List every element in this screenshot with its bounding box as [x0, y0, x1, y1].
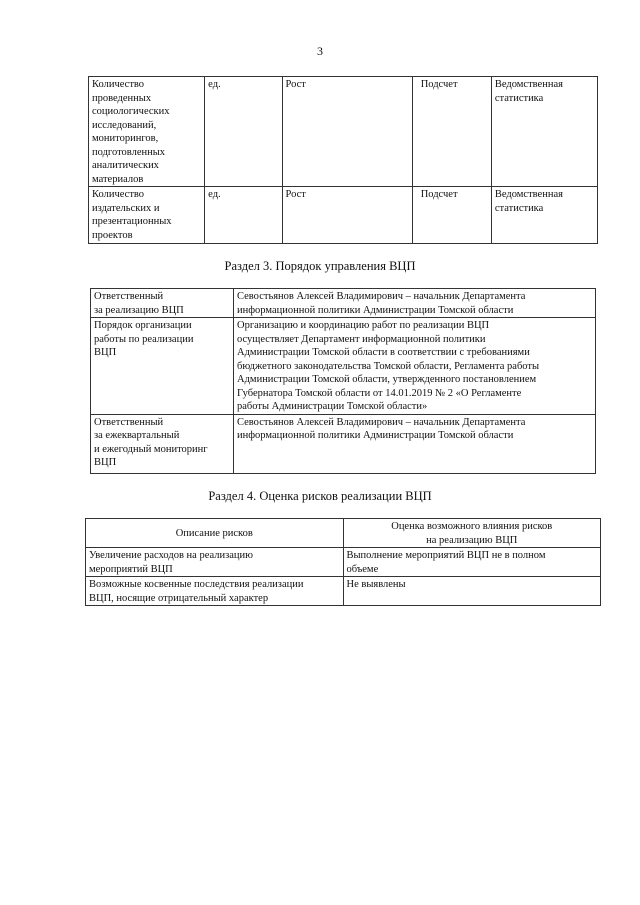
table-row	[91, 289, 596, 318]
risk-impact: Не выявлены	[343, 577, 601, 606]
risk-impact: Выполнение мероприятий ВЦП не в полном объеме	[343, 548, 601, 577]
management-table	[90, 288, 596, 474]
indicator-unit: ед.	[205, 187, 282, 244]
indicator-unit: ед.	[205, 77, 282, 187]
risk-description: Увеличение расходов на реализацию мероприятий ВЦП	[86, 548, 344, 577]
indicator-method: Подсчет	[412, 187, 491, 244]
management-key: Порядок организации работы по реализации ВЦП	[91, 318, 234, 415]
risk-header: Описание рисков	[86, 519, 344, 548]
management-value: Севостьянов Алексей Владимирович – начальник Департамента информационной политики Администрации Томской области	[234, 289, 596, 318]
table-row	[86, 577, 601, 606]
indicator-trend: Рост	[282, 187, 412, 244]
indicator-source: Ведомственная статистика	[491, 77, 597, 187]
table-row	[86, 548, 601, 577]
management-key: Ответственный за реализацию ВЦП	[91, 289, 234, 318]
indicator-method: Подсчет	[412, 77, 491, 187]
section-4-title: Раздел 4. Оценка рисков реализации ВЦП	[208, 489, 432, 503]
risk-description: Возможные косвенные последствия реализации ВЦП, носящие отрицательный характер	[86, 577, 344, 606]
page-number: 3	[317, 44, 323, 58]
table-row	[89, 77, 598, 187]
table-header-row	[86, 519, 601, 548]
section-3-title: Раздел 3. Порядок управления ВЦП	[224, 259, 416, 273]
indicator-name: Количество издательских и презентационных проектов	[89, 187, 205, 244]
indicators-table	[88, 76, 598, 244]
table-row	[91, 318, 596, 415]
management-key: Ответственный за ежеквартальный и ежегодный мониторинг ВЦП	[91, 414, 234, 473]
risks-table	[85, 518, 601, 606]
indicator-name: Количество проведенных социологических исследований, мониторингов, подготовленных аналитических материалов	[89, 77, 205, 187]
table-row	[91, 414, 596, 473]
management-value: Организацию и координацию работ по реализации ВЦП осуществляет Департамент информационной политики Администрации Томской области в соответствии с требованиями бюджетного законодательства Томской области, Регламента работы Администрации Томской области, утвержденного постановлением Губернатора Томской области от 14.01.2019 № 2 «О Регламенте работы Администрации Томской области»	[234, 318, 596, 415]
indicator-source: Ведомственная статистика	[491, 187, 597, 244]
indicator-trend: Рост	[282, 77, 412, 187]
impact-header: Оценка возможного влияния рисков на реализацию ВЦП	[343, 519, 601, 548]
table-row	[89, 187, 598, 244]
management-value: Севостьянов Алексей Владимирович – начальник Департамента информационной политики Администрации Томской области	[234, 414, 596, 473]
